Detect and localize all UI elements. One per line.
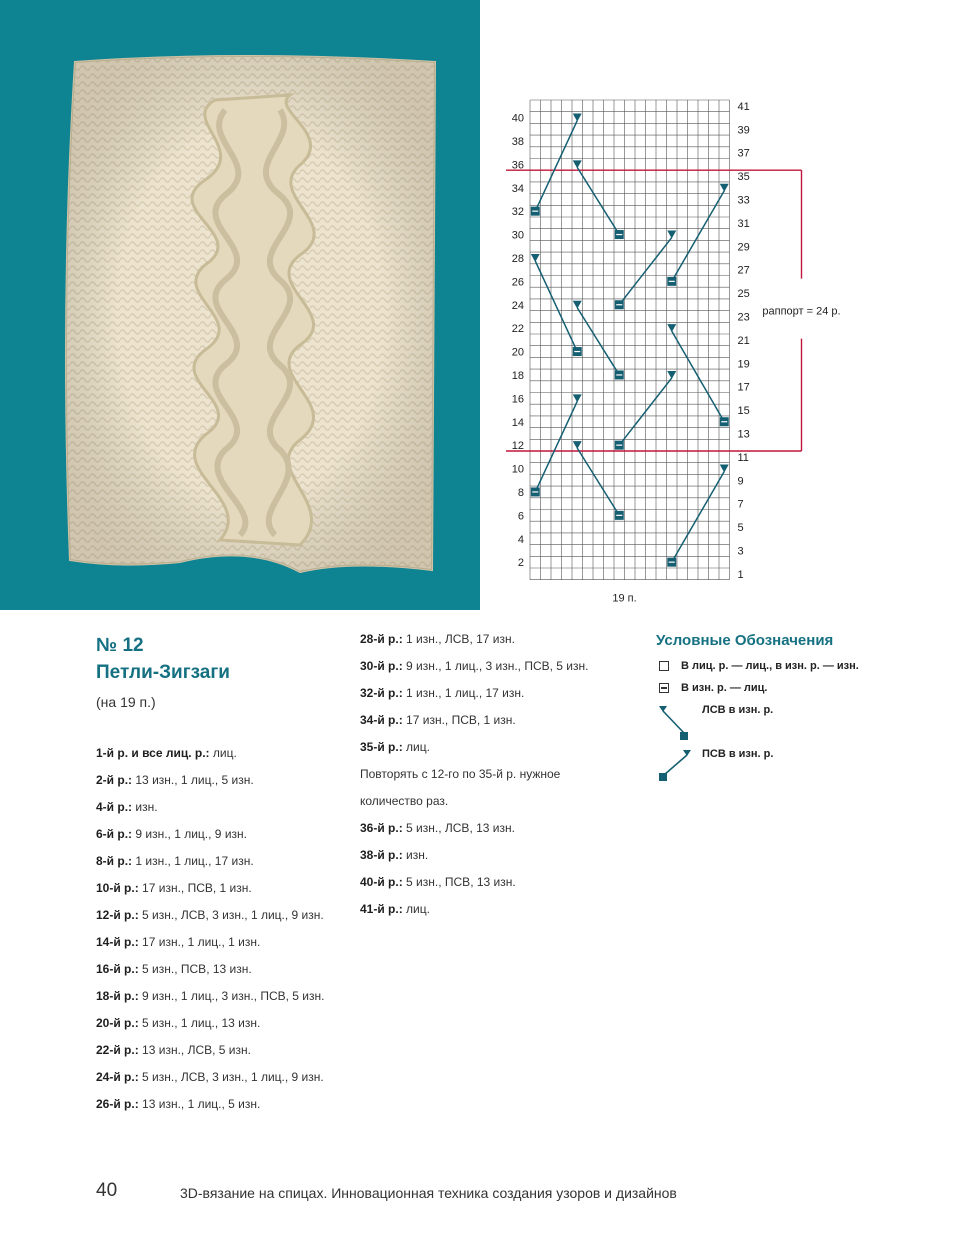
cross-triangle <box>531 254 540 262</box>
instruction-label: 26-й р.: <box>96 1097 139 1111</box>
instruction-row <box>360 734 588 761</box>
row-number-right: 33 <box>737 194 750 207</box>
row-number-left: 30 <box>511 229 524 242</box>
instruction-row <box>96 1091 324 1118</box>
row-number-left: 40 <box>511 112 524 125</box>
cable-line <box>577 308 619 375</box>
page-number: 40 <box>96 1180 118 1201</box>
pattern-title: Петли-Зигзаги <box>96 662 230 683</box>
instruction-text: 5 изн., ПСВ, 13 изн. <box>138 962 252 976</box>
instruction-row <box>96 1010 324 1037</box>
instruction-label: 28-й р.: <box>360 632 403 646</box>
row-number-right: 3 <box>737 545 744 558</box>
swatch-photo <box>0 0 480 610</box>
instruction-text: 17 изн., ПСВ, 1 изн. <box>138 881 252 895</box>
legend-item-label: В лиц. р. — лиц., в изн. р. — изн. <box>681 660 859 672</box>
cable-line <box>577 448 619 515</box>
row-number-left: 8 <box>517 486 524 499</box>
instruction-text: изн. <box>132 800 158 814</box>
instruction-row <box>96 875 324 902</box>
row-number-left: 34 <box>511 182 524 195</box>
row-number-right: 41 <box>737 100 750 113</box>
row-number-right: 13 <box>737 428 750 441</box>
repeat-label: раппорт = 24 р. <box>762 305 841 318</box>
instruction-row <box>96 1064 324 1091</box>
swatch-illustration <box>0 0 480 610</box>
instruction-label: 1-й р. и все лиц. р.: <box>96 746 210 760</box>
row-number-right: 15 <box>737 405 750 418</box>
instruction-text: лиц. <box>209 746 237 760</box>
instruction-row <box>360 707 588 734</box>
instruction-text: 13 изн., 1 лиц., 5 изн. <box>138 1097 261 1111</box>
row-number-right: 11 <box>737 451 749 464</box>
cable-lines <box>531 114 729 567</box>
cross-triangle <box>573 160 582 168</box>
instruction-text: 1 изн., 1 лиц., 17 изн. <box>132 854 254 868</box>
instruction-label: 2-й р.: <box>96 773 133 787</box>
cable-line <box>535 401 577 492</box>
instruction-label: 40-й р.: <box>360 875 403 889</box>
row-number-left: 20 <box>511 346 524 359</box>
knitting-chart <box>490 90 950 610</box>
row-labels <box>512 101 750 605</box>
row-number-right: 1 <box>737 568 744 581</box>
row-number-left: 26 <box>511 276 524 289</box>
instruction-text: лиц. <box>402 902 430 916</box>
row-number-right: 37 <box>737 147 750 160</box>
cable-line <box>577 167 619 234</box>
instruction-label: 8-й р.: <box>96 854 133 868</box>
row-number-left: 2 <box>517 557 524 570</box>
pattern-number: № 12 <box>96 635 144 656</box>
row-number-left: 14 <box>511 416 524 429</box>
instruction-text: 5 изн., 1 лиц., 13 изн. <box>138 1016 261 1030</box>
instruction-text: 17 изн., ПСВ, 1 изн. <box>402 713 516 727</box>
instruction-text: 17 изн., 1 лиц., 1 изн. <box>138 935 261 949</box>
legend-item-lcv <box>656 703 946 747</box>
left-cross-icon <box>656 703 696 747</box>
instruction-row <box>360 842 588 869</box>
instruction-row <box>360 626 588 653</box>
cross-triangle <box>667 371 676 379</box>
cross-triangle <box>573 114 582 122</box>
instruction-row <box>96 1037 324 1064</box>
cross-triangle <box>667 231 676 239</box>
instruction-label: 16-й р.: <box>96 962 139 976</box>
instruction-text: лиц. <box>402 740 430 754</box>
instruction-row <box>360 869 588 896</box>
instruction-row <box>360 815 588 842</box>
row-number-right: 7 <box>737 498 744 511</box>
instruction-label: 10-й р.: <box>96 881 139 895</box>
row-number-right: 5 <box>737 522 744 535</box>
instruction-text: 5 изн., ПСВ, 13 изн. <box>402 875 516 889</box>
cross-triangle <box>573 441 582 449</box>
instruction-label: 14-й р.: <box>96 935 139 949</box>
legend-item-knit <box>656 659 946 681</box>
instruction-label: 32-й р.: <box>360 686 403 700</box>
row-number-right: 27 <box>737 264 750 277</box>
instruction-label: 22-й р.: <box>96 1043 139 1057</box>
instruction-row <box>96 848 324 875</box>
row-number-right: 19 <box>737 358 750 371</box>
empty-square-icon <box>659 661 669 671</box>
row-number-right: 23 <box>737 311 750 324</box>
instruction-label: 30-й р.: <box>360 659 403 673</box>
legend-item-label: В изн. р. — лиц. <box>681 682 768 694</box>
stitches-label: 19 п. <box>612 592 637 605</box>
instruction-text: 5 изн., ЛСВ, 3 изн., 1 лиц., 9 изн. <box>138 908 324 922</box>
instruction-text: изн. <box>402 848 429 862</box>
instruction-text: 9 изн., 1 лиц., 3 изн., ПСВ, 5 изн. <box>402 659 589 673</box>
book-title: 3D-вязание на спицах. Инновационная техника создания узоров и дизайнов <box>180 1185 677 1201</box>
instruction-row <box>96 740 324 767</box>
instruction-row <box>96 956 324 983</box>
instruction-label: 34-й р.: <box>360 713 403 727</box>
legend-item-label: ПСВ в изн. р. <box>702 748 774 760</box>
instruction-label: 35-й р.: <box>360 740 403 754</box>
legend-item-pcv <box>656 747 946 787</box>
instruction-text: 5 изн., ЛСВ, 3 изн., 1 лиц., 9 изн. <box>138 1070 324 1084</box>
instruction-label: 18-й р.: <box>96 989 139 1003</box>
instruction-row <box>96 902 324 929</box>
row-number-right: 25 <box>737 288 750 301</box>
legend-title: Условные Обозначения <box>656 632 834 649</box>
cable-line <box>535 121 577 212</box>
row-number-left: 38 <box>511 135 524 148</box>
instruction-text: 5 изн., ЛСВ, 13 изн. <box>402 821 515 835</box>
row-number-left: 22 <box>511 323 524 336</box>
instruction-row <box>360 680 588 707</box>
instruction-label: 24-й р.: <box>96 1070 139 1084</box>
instruction-text: 13 изн., ЛСВ, 5 изн. <box>138 1043 251 1057</box>
instruction-row <box>96 821 324 848</box>
row-number-left: 28 <box>511 252 524 265</box>
instructions-right <box>360 626 588 923</box>
row-number-left: 32 <box>511 206 524 219</box>
pattern-stitch-count: (на 19 п.) <box>96 694 156 710</box>
row-number-left: 6 <box>517 510 524 523</box>
row-number-left: 24 <box>511 299 524 312</box>
legend-item-purl <box>656 681 946 703</box>
instruction-label: 36-й р.: <box>360 821 403 835</box>
instruction-label: 20-й р.: <box>96 1016 139 1030</box>
chart-svg <box>490 90 950 610</box>
instruction-row <box>96 767 324 794</box>
instruction-row <box>96 794 324 821</box>
instruction-text: 1 изн., ЛСВ, 17 изн. <box>402 632 515 646</box>
row-number-left: 16 <box>511 393 524 406</box>
instruction-label: 41-й р.: <box>360 902 403 916</box>
cross-triangle <box>720 184 729 192</box>
instructions-left <box>96 740 324 1118</box>
instruction-label: 12-й р.: <box>96 908 139 922</box>
cross-triangle <box>720 465 729 473</box>
instruction-row <box>360 653 588 680</box>
row-number-right: 9 <box>737 475 744 488</box>
instruction-row <box>360 896 588 923</box>
instruction-text: 1 изн., 1 лиц., 17 изн. <box>402 686 525 700</box>
row-number-right: 17 <box>737 381 750 394</box>
bar-square-icon <box>659 683 669 693</box>
cross-triangle <box>573 394 582 402</box>
row-number-right: 35 <box>737 171 750 184</box>
instruction-row <box>360 788 588 815</box>
chart-grid <box>530 100 730 580</box>
instruction-row <box>96 983 324 1010</box>
instruction-text: 9 изн., 1 лиц., 9 изн. <box>132 827 247 841</box>
row-number-right: 29 <box>737 241 750 254</box>
row-number-right: 39 <box>737 124 750 137</box>
row-number-right: 31 <box>737 217 750 230</box>
pattern-header <box>96 632 346 710</box>
instruction-label: 38-й р.: <box>360 848 403 862</box>
row-number-left: 18 <box>511 369 524 382</box>
instruction-text: 9 изн., 1 лиц., 3 изн., ПСВ, 5 изн. <box>138 989 325 1003</box>
instruction-text: 13 изн., 1 лиц., 5 изн. <box>132 773 254 787</box>
legend-item-label: ЛСВ в изн. р. <box>702 704 774 716</box>
row-number-left: 36 <box>511 159 524 172</box>
instruction-text: количество раз. <box>360 794 449 808</box>
row-number-right: 21 <box>737 334 750 347</box>
right-cross-icon <box>656 747 696 787</box>
row-number-left: 10 <box>511 463 524 476</box>
cross-triangle <box>573 301 582 309</box>
instruction-row <box>96 929 324 956</box>
cross-triangle <box>667 324 676 332</box>
cable-line <box>535 261 577 352</box>
instruction-label: 4-й р.: <box>96 800 133 814</box>
instruction-label: 6-й р.: <box>96 827 133 841</box>
instruction-row <box>360 761 588 788</box>
legend <box>656 632 946 787</box>
row-number-left: 12 <box>511 440 524 453</box>
row-number-left: 4 <box>517 533 524 546</box>
instruction-text: Повторять с 12-го по 35-й р. нужное <box>360 767 561 781</box>
